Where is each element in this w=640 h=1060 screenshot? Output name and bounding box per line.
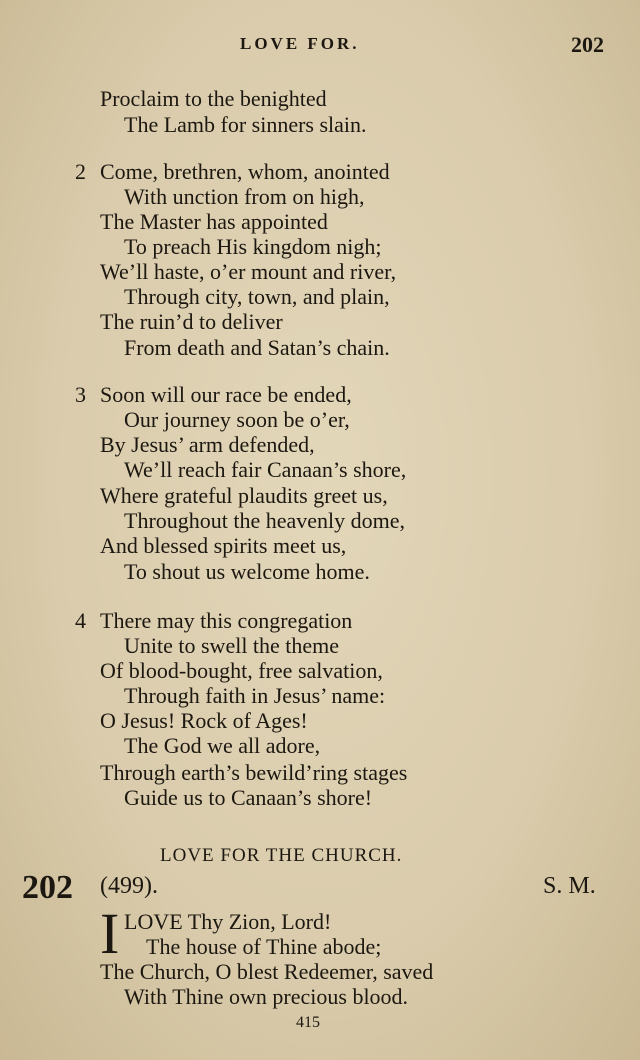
stanza-line: The ruin’d to deliver — [100, 309, 283, 334]
stanza-line: O Jesus! Rock of Ages! — [100, 708, 308, 733]
hymn-reference: (499). — [100, 873, 158, 899]
stanza-line: The house of Thine abode; — [146, 934, 382, 959]
stanza-line: Through city, town, and plain, — [124, 284, 390, 309]
stanza-line: From death and Satan’s chain. — [124, 335, 390, 360]
stanza-line: Throughout the heavenly dome, — [124, 508, 406, 533]
stanza-line: Come, brethren, whom, anointed — [100, 159, 390, 184]
stanza-line: By Jesus’ arm defended, — [100, 432, 315, 457]
stanza-line: LOVE Thy Zion, Lord! — [124, 909, 332, 934]
stanza-line: The Master has appointed — [100, 209, 328, 234]
stanza-line: We’ll reach fair Canaan’s shore, — [124, 457, 407, 482]
stanza-line: Guide us to Canaan’s shore! — [124, 785, 373, 810]
stanza-line: Of blood-bought, free salvation, — [100, 658, 383, 683]
stanza-number: 3 — [75, 382, 86, 407]
stanza-line: The God we all adore, — [124, 733, 321, 758]
stanza-line: Our journey soon be o’er, — [124, 407, 350, 432]
drop-cap: I — [100, 901, 120, 966]
stanza-number: 2 — [75, 159, 86, 184]
hymn-page-number: 202 — [571, 32, 604, 57]
stanza-line: To preach His kingdom nigh; — [124, 234, 382, 259]
stanza-line: With Thine own precious blood. — [124, 984, 409, 1009]
stanza-line: The Lamb for sinners slain. — [124, 112, 367, 137]
stanza-line: The Church, O blest Redeemer, saved — [100, 959, 434, 984]
hymn-number: 202 — [22, 869, 73, 906]
stanza-line: We’ll haste, o’er mount and river, — [100, 259, 397, 284]
stanza-line: Where grateful plaudits greet us, — [100, 483, 388, 508]
stanza-line: Unite to swell the theme — [124, 633, 340, 658]
stanza-line: There may this congregation — [100, 608, 353, 633]
stanza-line: To shout us welcome home. — [124, 559, 370, 584]
stanza-number: 4 — [75, 608, 86, 633]
stanza-line: Proclaim to the benighted — [100, 86, 327, 111]
hymn-meter: S. M. — [543, 873, 596, 899]
stanza-line: Through earth’s bewild’ring stages — [100, 760, 408, 785]
running-title: LOVE FOR. — [240, 34, 360, 53]
book-page-number: 415 — [296, 1014, 320, 1031]
stanza-line: With unction from on high, — [124, 184, 365, 209]
stanza-line: Through faith in Jesus’ name: — [124, 683, 386, 708]
stanza-line: And blessed spirits meet us, — [100, 533, 347, 558]
section-title: LOVE FOR THE CHURCH. — [160, 845, 403, 866]
stanza-line: Soon will our race be ended, — [100, 382, 352, 407]
